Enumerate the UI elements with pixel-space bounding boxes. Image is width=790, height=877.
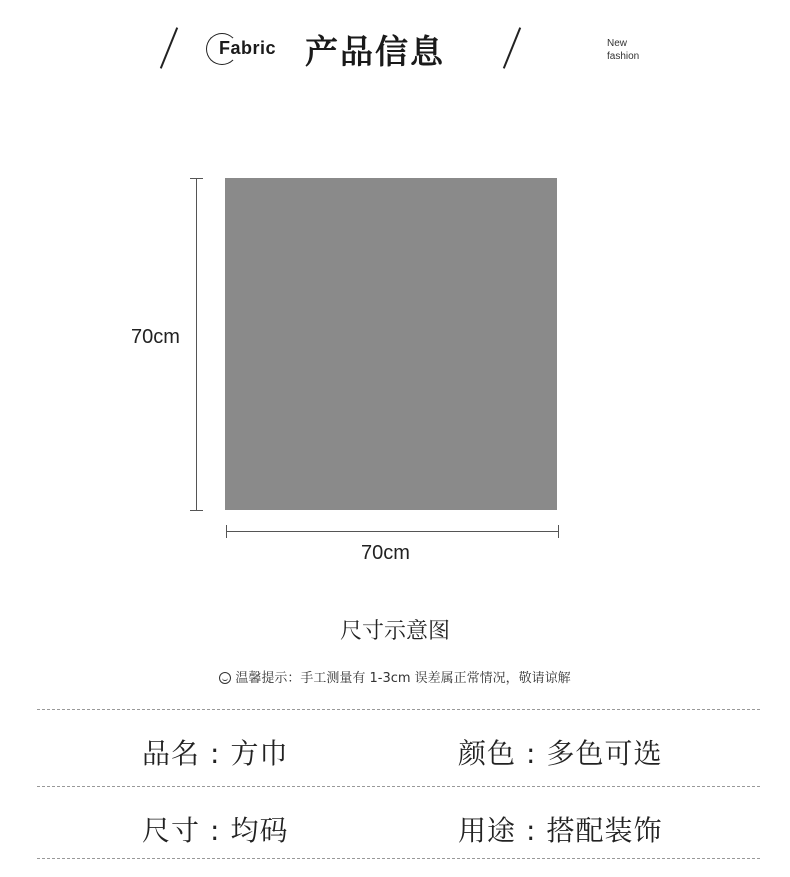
spec-value: 多色可选 [546,737,663,770]
spec-label: 品名 [142,737,201,770]
header-divider-left [160,27,178,69]
spec-size [142,809,288,849]
page-title: 产品信息 [305,32,445,71]
height-dimension-cap-bottom [190,510,203,511]
tagline-line2: fashion [607,51,640,62]
height-dimension-cap-top [190,178,203,179]
tagline-line1: New [607,38,628,49]
diagram-caption: 尺寸示意图 [339,619,450,644]
tagline [607,37,639,63]
height-dimension-line [196,178,197,510]
smile-icon [219,672,231,684]
width-dimension-cap-right [558,525,559,538]
spec-separator: : [210,737,221,770]
divider-line [37,786,760,787]
spec-value: 方巾 [230,737,289,770]
width-dimension-cap-left [226,525,227,538]
width-dimension-line [226,531,559,532]
tip-text: 温馨提示：手工测量有 1-3cm 误差属正常情况，敬请谅解 [235,671,571,686]
header-divider-right [503,27,521,69]
spec-usage [458,809,662,849]
spec-label: 颜色 [458,737,517,770]
spec-separator: : [210,814,221,847]
spec-separator: : [526,737,537,770]
spec-label: 尺寸 [142,814,201,847]
spec-color [458,732,662,772]
spec-label: 用途 [458,814,517,847]
spec-separator: : [526,814,537,847]
height-label: 70cm [131,326,180,348]
divider-line [37,858,760,859]
fabric-label: Fabric [219,38,277,58]
spec-product-name [142,732,288,772]
measurement-tip [0,667,790,686]
spec-value: 搭配装饰 [546,814,663,847]
divider-line [37,709,760,710]
spec-value: 均码 [230,814,289,847]
scarf-size-square [225,178,557,510]
width-label: 70cm [361,542,410,564]
